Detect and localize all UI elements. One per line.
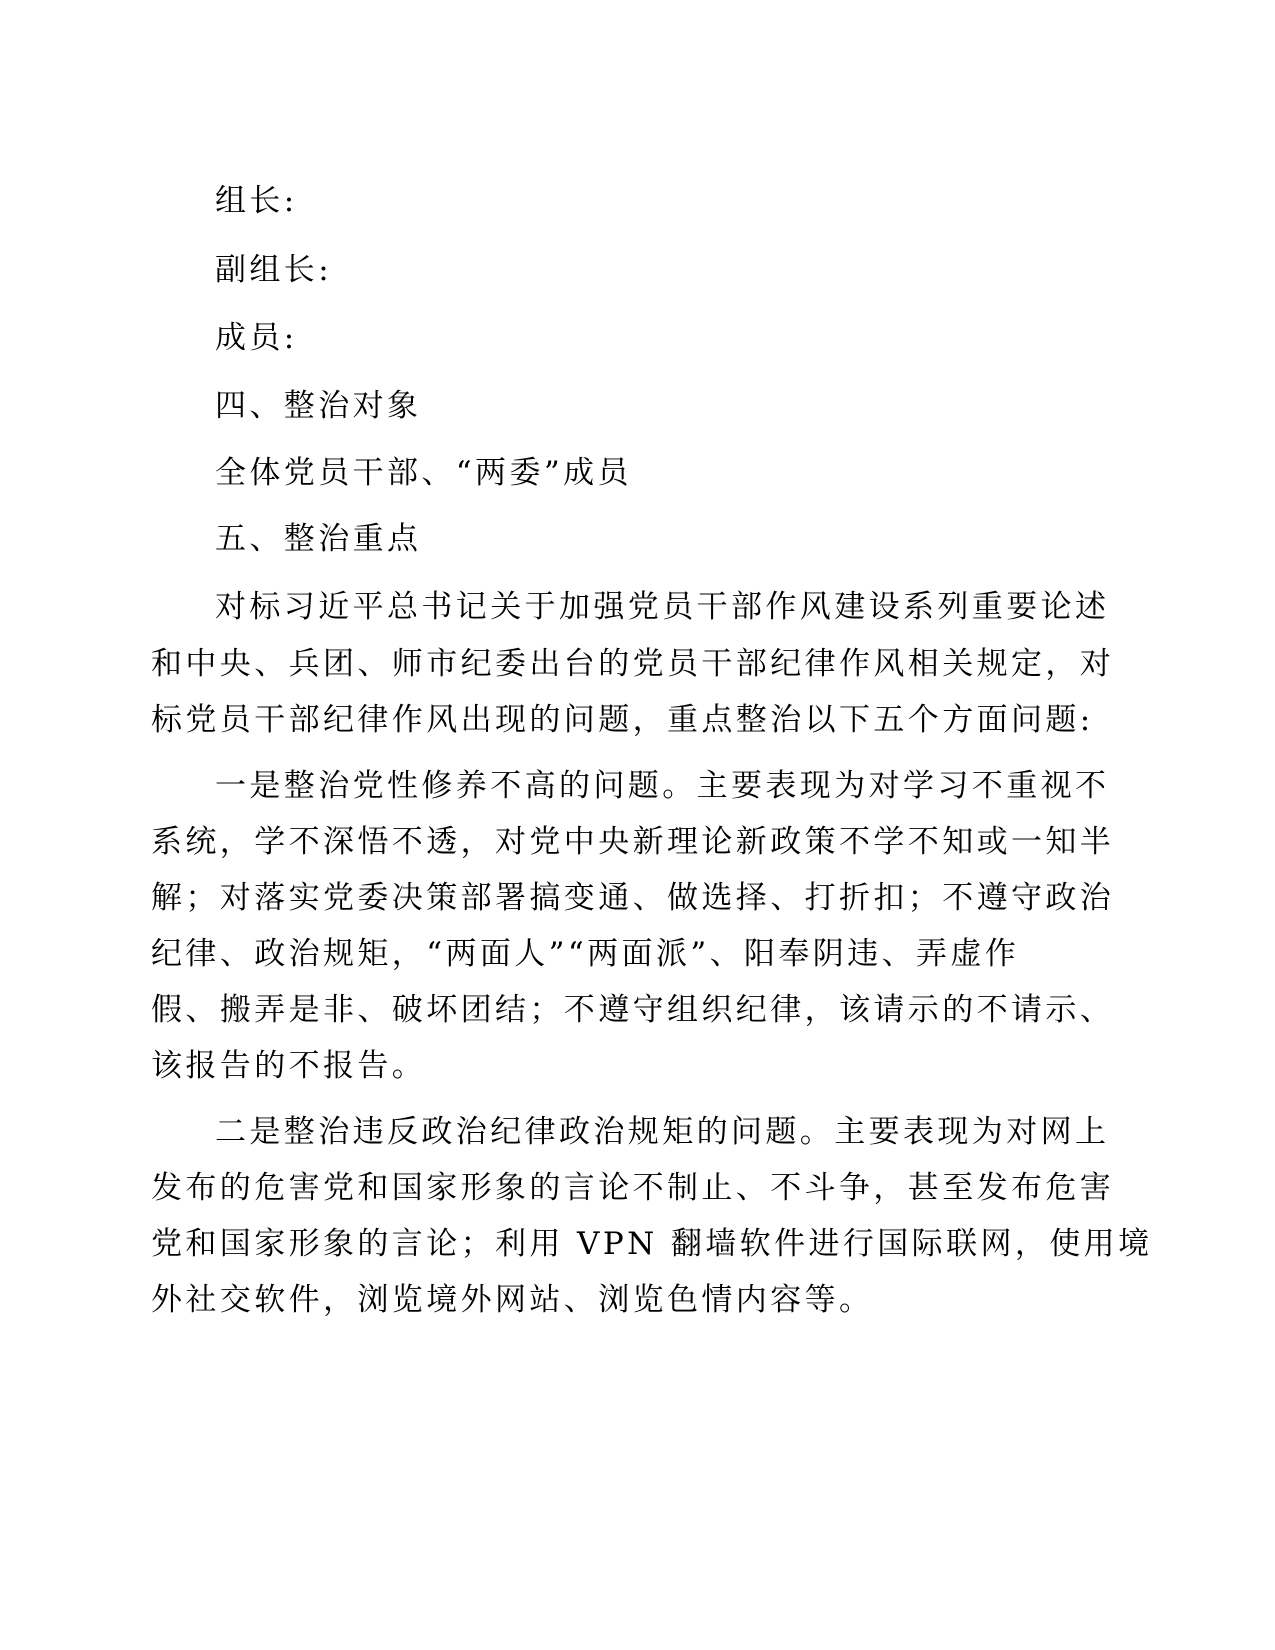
deputy-group-leader-label: 副组长: — [215, 252, 333, 288]
item-2-line: 二是整治违反政治纪律政治规矩的问题。主要表现为对网上 — [215, 1114, 1110, 1150]
item-1-line: 纪律、政治规矩，“两面人”“两面派”、阳奉阴违、弄虚作 — [151, 936, 1020, 972]
group-leader-label: 组长: — [215, 183, 298, 219]
section-4-body: 全体党员干部、“两委”成员 — [215, 455, 632, 491]
section-5-heading: 五、整治重点 — [215, 521, 422, 557]
item-1-line: 假、搬弄是非、破坏团结；不遵守组织纪律，该请示的不请示、 — [151, 992, 1115, 1028]
intro-line: 和中央、兵团、师市纪委出台的党员干部纪律作风相关规定，对 — [151, 646, 1115, 682]
intro-line: 对标习近平总书记关于加强党员干部作风建设系列重要论述 — [215, 589, 1110, 625]
item-2-line: 党和国家形象的言论；利用 VPN 翻墙软件进行国际联网，使用境 — [151, 1226, 1153, 1262]
members-label: 成员: — [215, 320, 298, 356]
item-1-line: 一是整治党性修养不高的问题。主要表现为对学习不重视不 — [215, 768, 1110, 804]
item-2-line: 发布的危害党和国家形象的言论不制止、不斗争，甚至发布危害 — [151, 1170, 1115, 1206]
item-1-line: 系统，学不深悟不透，对党中央新理论新政策不学不知或一知半 — [151, 824, 1115, 860]
intro-line: 标党员干部纪律作风出现的问题，重点整治以下五个方面问题: — [151, 702, 1094, 738]
section-4-heading: 四、整治对象 — [215, 388, 422, 424]
item-1-line: 解；对落实党委决策部署搞变通、做选择、打折扣；不遵守政治 — [151, 880, 1115, 916]
item-2-line: 外社交软件，浏览境外网站、浏览色情内容等。 — [151, 1282, 874, 1318]
item-1-line: 该报告的不报告。 — [151, 1048, 427, 1084]
